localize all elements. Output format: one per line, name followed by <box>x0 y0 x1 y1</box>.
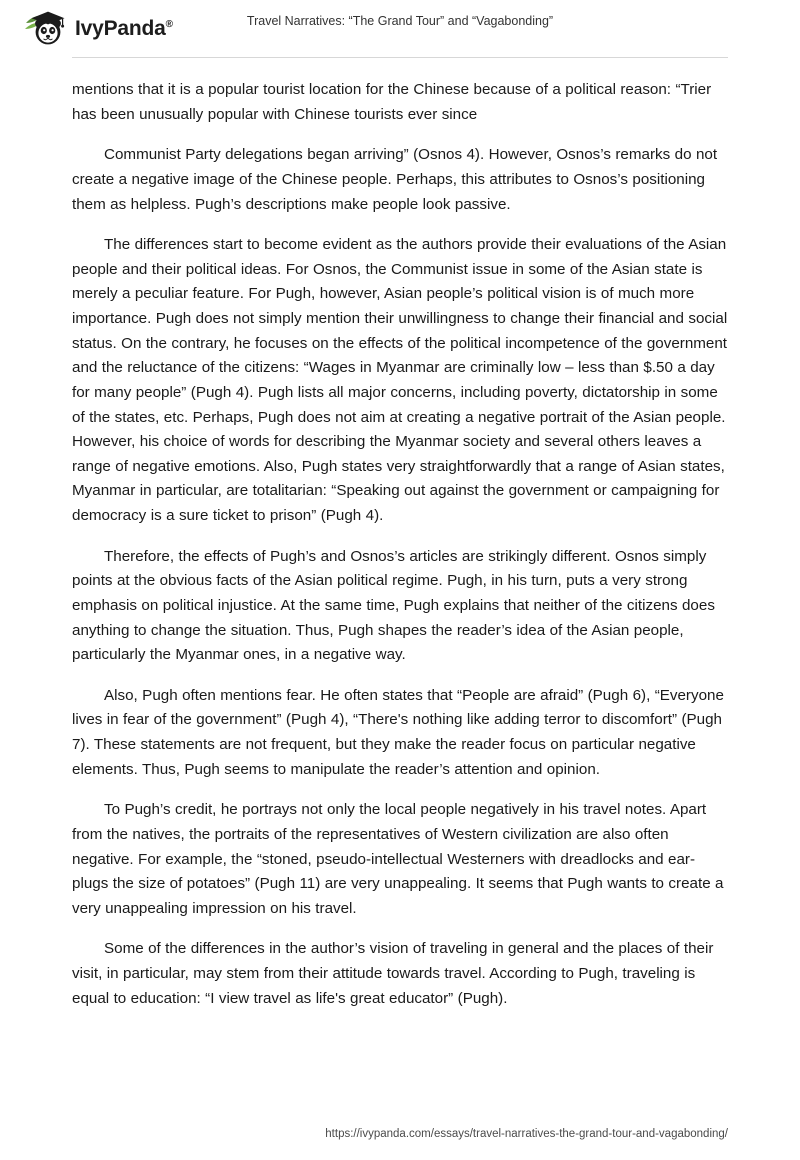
page-footer <box>0 1124 800 1142</box>
paragraph: Also, Pugh often mentions fear. He often states that “People are afraid” (Pugh 6), “Everyone lives in fear of the government” (Pugh 4), “There's nothing like adding terror to discomfort” (Pugh 7). These statements are not frequent, but they make the reader focus on particular negative elements. Thus, Pugh seems to manipulate the reader’s attention and opinion. <box>72 686 724 778</box>
paragraph: Some of the differences in the author’s vision of traveling in general and the places of their visit, in particular, may stem from their attitude towards travel. According to Pugh, traveling is equal to education: “I view travel as life's great educator” (Pugh). <box>72 940 714 1007</box>
paragraph: The differences start to become evident as the authors provide their evaluations of the Asian people and their political ideas. For Osnos, the Communist issue in some of the Asian state is merely a peculiar feature. For Pugh, however, Asian people’s political vision is of much more importance. Pugh does not simply mention their unwillingness to change their financial and social status. On the contrary, he focuses on the effects of the political incompetence of the government and the reluctance of the citizens: “Wages in Myanmar are criminally low – less than $.50 a day for many people” (Pugh 4). Pugh lists all major concerns, including poverty, dictatorship in some of the states, etc. Perhaps, Pugh does not aim at creating a negative portrait of the Asian people. However, his choice of words for describing the Myanmar society and several others leaves a range of negative emotions. Also, Pugh states very straightforwardly that a range of Asian states, Myanmar in particular, are totalitarian: “Speaking out against the government or campaigning for democracy is a sure ticket to prison” (Pugh 4). <box>72 236 728 524</box>
brand-name-text: IvyPanda <box>75 17 166 40</box>
paragraph: Therefore, the effects of Pugh’s and Osnos’s articles are strikingly different. Osnos simply points at the obvious facts of the Asian political regime. Pugh, in his turn, puts a very strong emphasis on political injustice. At the same time, Pugh explains that neither of the citizens does anything to change the situation. Thus, Pugh shapes the reader’s idea of the Asian people, particularly the Myanmar ones, in a negative way. <box>72 547 715 664</box>
graduation-panda-logo-icon <box>24 11 66 47</box>
brand-name <box>75 17 173 41</box>
document-title: Travel Narratives: “The Grand Tour” and “Vagabonding” <box>246 14 554 28</box>
page-header <box>0 0 800 58</box>
brand[interactable] <box>24 11 173 47</box>
source-url-link[interactable]: https://ivypanda.com/essays/travel-narratives-the-grand-tour-and-vagabonding/ <box>325 1128 728 1140</box>
paragraph: To Pugh’s credit, he portrays not only the local people negatively in his travel notes. Apart from the natives, the portraits of the representatives of Western civilization are also often negative. For example, the “stoned, pseudo-intellectual Westerners with dreadlocks and ear-plugs the size of potatoes” (Pugh 11) are very unappealing. It seems that Pugh wants to create a very unappealing impression on his travel. <box>72 801 724 917</box>
header-divider <box>72 57 728 58</box>
paragraph: Communist Party delegations began arriving” (Osnos 4). However, Osnos’s remarks do not create a negative image of the Chinese people. Perhaps, this attributes to Osnos’s positioning them as helpless. Pugh’s descriptions make people look passive. <box>72 146 718 213</box>
document-body <box>0 58 800 1011</box>
registered-mark: ® <box>165 19 173 30</box>
paragraph: mentions that it is a popular tourist location for the Chinese because of a political reason: “Trier has been unusually popular with Chinese tourists ever since <box>72 81 712 123</box>
